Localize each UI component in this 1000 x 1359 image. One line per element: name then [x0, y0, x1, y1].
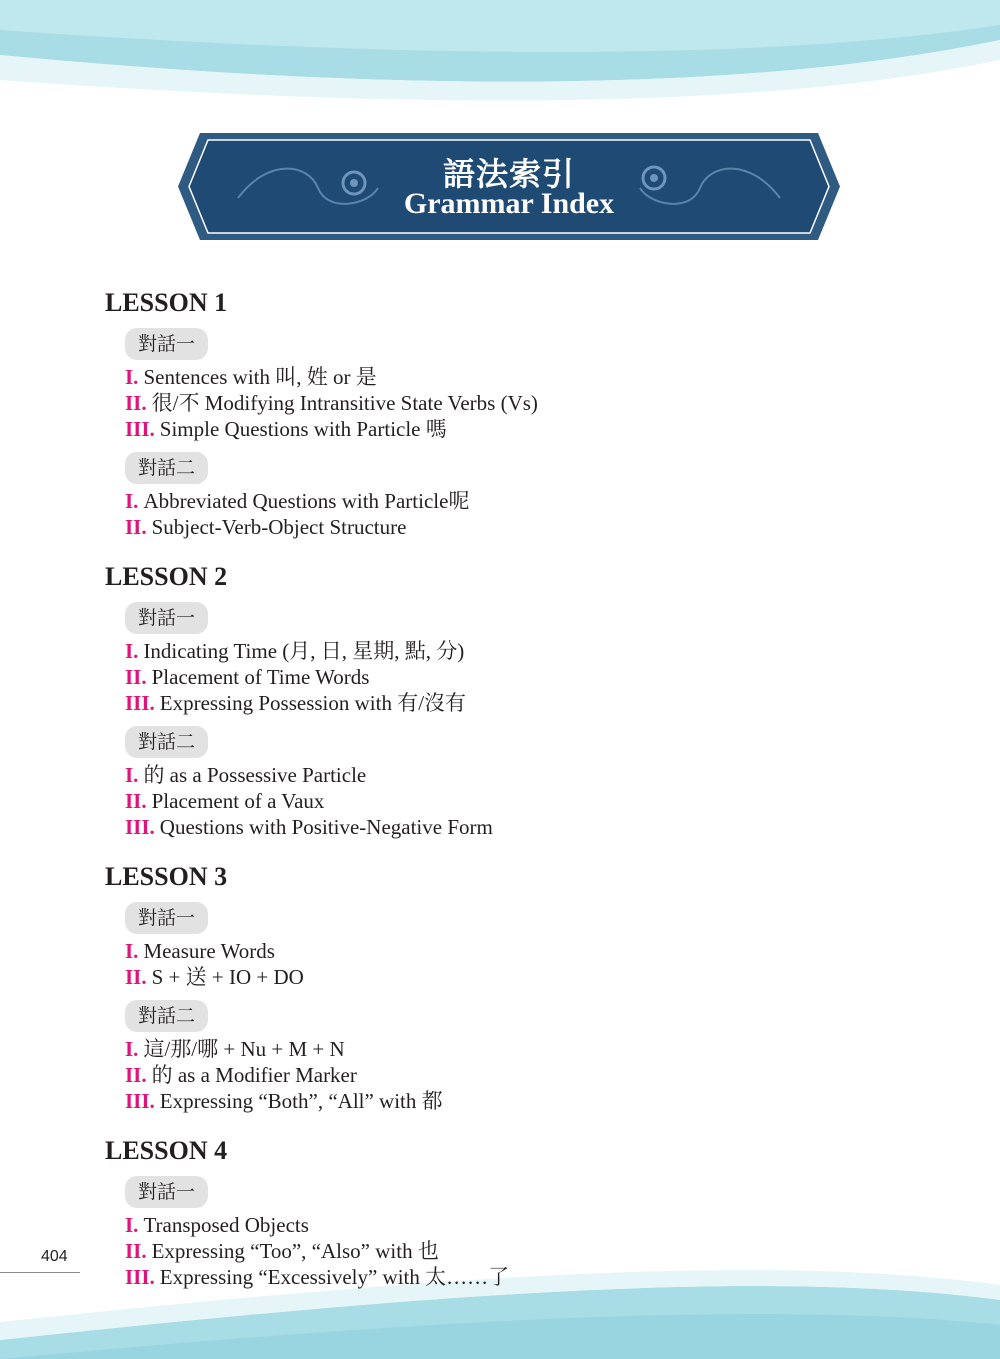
item-number: I. — [125, 939, 139, 963]
page-number: 404 — [41, 1248, 68, 1265]
dialogue-tag: 對話一 — [125, 602, 208, 634]
grammar-item — [125, 1036, 905, 1062]
item-text: Placement of Time Words — [151, 665, 370, 689]
item-text: 這/那/哪 + Nu + M + N — [143, 1037, 345, 1061]
dialogue-tag: 對話二 — [125, 452, 208, 484]
grammar-item — [125, 390, 905, 416]
item-text: Abbreviated Questions with Particle呢 — [143, 489, 470, 513]
grammar-item — [125, 1088, 905, 1114]
item-text: Measure Words — [143, 939, 275, 963]
dialogue-tag: 對話一 — [125, 328, 208, 360]
item-number: III. — [125, 417, 155, 441]
item-number: I. — [125, 365, 139, 389]
grammar-item — [125, 1062, 905, 1088]
item-text: Simple Questions with Particle 嗎 — [159, 417, 447, 441]
banner-text — [178, 133, 840, 240]
grammar-item — [125, 1212, 905, 1238]
grammar-item — [125, 364, 905, 390]
item-text: Expressing “Too”, “Also” with 也 — [151, 1239, 439, 1263]
grammar-item — [125, 514, 905, 540]
grammar-item — [125, 638, 905, 664]
grammar-index — [105, 288, 905, 1312]
item-text: Transposed Objects — [143, 1213, 309, 1237]
item-text: Expressing “Both”, “All” with 都 — [159, 1089, 443, 1113]
grammar-item — [125, 1238, 905, 1264]
grammar-item — [125, 788, 905, 814]
item-number: I. — [125, 489, 139, 513]
lesson-section — [105, 862, 905, 1114]
item-text: Questions with Positive-Negative Form — [159, 815, 493, 839]
item-text: Expressing “Excessively” with 太……了 — [159, 1265, 510, 1289]
item-text: Indicating Time (月, 日, 星期, 點, 分) — [143, 639, 465, 663]
item-number: II. — [125, 965, 147, 989]
title-english: Grammar Index — [403, 187, 615, 220]
item-number: III. — [125, 815, 155, 839]
item-text: 很/不 Modifying Intransitive State Verbs (Vs) — [151, 391, 538, 415]
grammar-item — [125, 690, 905, 716]
item-number: I. — [125, 763, 139, 787]
grammar-item — [125, 416, 905, 442]
dialogue-tag: 對話二 — [125, 1000, 208, 1032]
item-text: Sentences with 叫, 姓 or 是 — [143, 365, 377, 389]
grammar-item — [125, 664, 905, 690]
item-text: Subject-Verb-Object Structure — [151, 515, 407, 539]
lesson-title: LESSON 1 — [105, 288, 228, 317]
grammar-item — [125, 762, 905, 788]
item-text: 的 as a Possessive Particle — [143, 763, 367, 787]
item-number: I. — [125, 1213, 139, 1237]
item-number: III. — [125, 691, 155, 715]
lesson-title: LESSON 3 — [105, 862, 228, 891]
lesson-section — [105, 288, 905, 540]
grammar-item — [125, 488, 905, 514]
item-text: 的 as a Modifier Marker — [151, 1063, 357, 1087]
item-number: II. — [125, 391, 147, 415]
lesson-title: LESSON 2 — [105, 562, 228, 591]
item-text: Placement of a Vaux — [151, 789, 325, 813]
item-number: I. — [125, 639, 139, 663]
dialogue-tag: 對話二 — [125, 726, 208, 758]
lesson-section — [105, 562, 905, 840]
item-text: Expressing Possession with 有/沒有 — [159, 691, 467, 715]
grammar-item — [125, 1264, 905, 1290]
grammar-item — [125, 964, 905, 990]
item-number: III. — [125, 1265, 155, 1289]
item-number: II. — [125, 665, 147, 689]
lesson-title: LESSON 4 — [105, 1136, 228, 1165]
dialogue-tag: 對話一 — [125, 1176, 208, 1208]
item-text: S + 送 + IO + DO — [151, 965, 304, 989]
item-number: II. — [125, 1239, 147, 1263]
item-number: I. — [125, 1037, 139, 1061]
item-number: II. — [125, 789, 147, 813]
grammar-item — [125, 814, 905, 840]
page-number-rule — [0, 1272, 80, 1273]
title-chinese: 語法索引 — [442, 155, 575, 193]
lesson-section — [105, 1136, 905, 1290]
item-number: II. — [125, 515, 147, 539]
grammar-item — [125, 938, 905, 964]
item-number: II. — [125, 1063, 147, 1087]
item-number: III. — [125, 1089, 155, 1113]
dialogue-tag: 對話一 — [125, 902, 208, 934]
